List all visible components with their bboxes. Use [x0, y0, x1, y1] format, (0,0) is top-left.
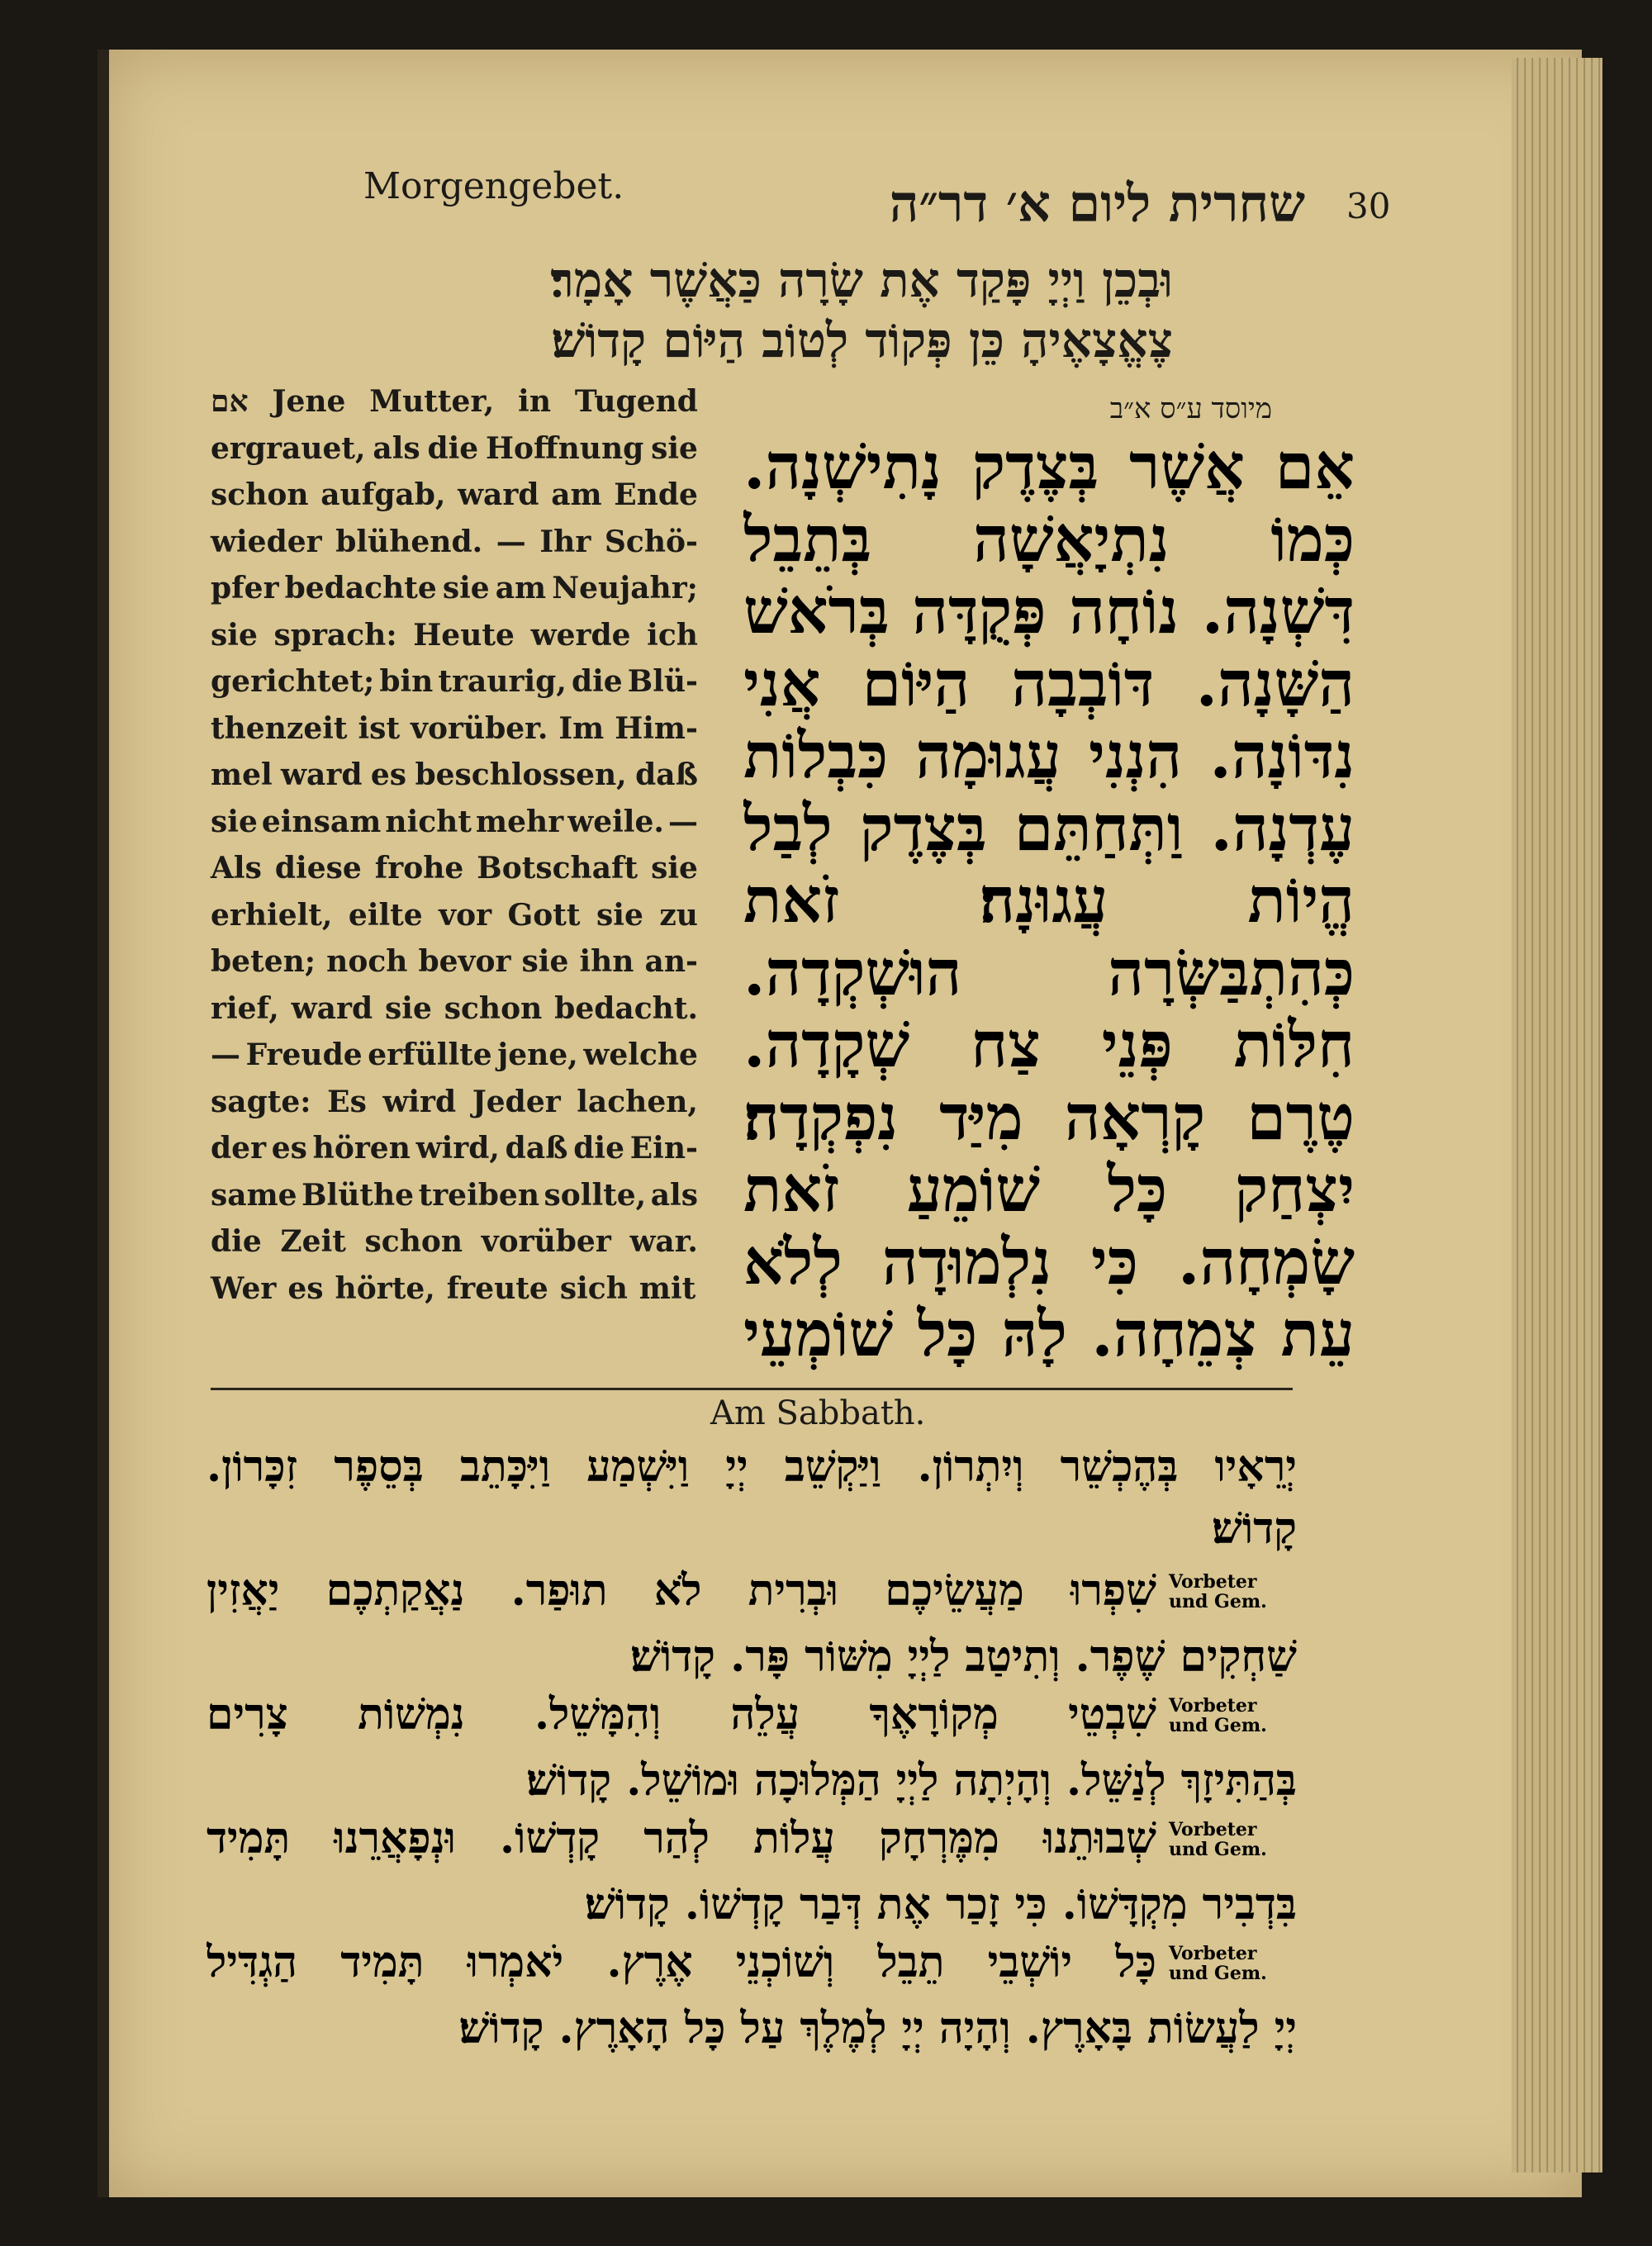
german-line: beten; noch bevor sie ihn an-: [211, 944, 698, 979]
lower-line: שְׁבוּתֵנוּ מִמֶּרְחָק עֲלוֹת לְהַר קָדְשׁוֹ. וּנְפָאֲרֵנוּ תָּמִיד: [206, 1813, 1156, 1864]
vorbeter-label: [1169, 1696, 1267, 1736]
german-line: אם Jene Mutter, in Tugend: [211, 384, 698, 419]
hebrew-line: חִלּוֹת פְּנֵי צַח שְׁקָדָה.: [743, 1008, 1355, 1081]
hebrew-line: עֵת צְמֵחָה. לָהּ כָּל שׁוֹמְעֵי: [743, 1297, 1355, 1370]
lower-line: בִּדְבִיר מִקְדָּשׁוֹ. כִּי זָכַר אֶת דְּבַר קָדְשׁוֹ. קָדוֹשׁ׃: [584, 1879, 1297, 1930]
vorbeter-label-line-1: Vorbeter: [1169, 1943, 1257, 1964]
opening-line-1: וּבְכֵן וַיְיָ פָּקַד אֶת שָׂרָה כַּאֲשֶׁר אָמָר׃: [550, 252, 1173, 308]
lower-line: שַׁחְקִים שֶׁפֶר. וְתִיטַב לַיְיָ מִשּׁוֹר פָּר. קָדוֹשׁ׃: [630, 1631, 1297, 1682]
vorbeter-label-line-1: Vorbeter: [1169, 1695, 1257, 1717]
vorbeter-label-line-1: Vorbeter: [1169, 1571, 1257, 1593]
vorbeter-label-line-2: und Gem.: [1169, 1963, 1267, 1984]
vorbeter-label: [1169, 1944, 1267, 1983]
german-line: sagte: Es wird Jeder lachen,: [211, 1084, 698, 1119]
running-header-left: Morgengebet.: [363, 165, 624, 207]
german-line: erhielt, eilte vor Gott sie zu: [211, 897, 698, 933]
running-header-right: שחרית ליום א׳ דר״ה: [889, 173, 1305, 234]
hebrew-line: הֱיוֹת עֲגוּנָה׃ זֹאת: [743, 863, 1355, 937]
lower-line: יְיָ לַעֲשׂוֹת בָּאָרֶץ. וְהָיָה יְיָ לְמֶלֶךְ עַל כָּל הָאָרֶץ. קָדוֹשׁ׃: [458, 2003, 1297, 2054]
german-line: pfer bedachte sie am Neujahr;: [211, 571, 698, 605]
german-line: die Zeit schon vorüber war.: [211, 1224, 698, 1259]
lower-line: קָדוֹשׁ׃: [1212, 1503, 1297, 1554]
german-line: sie einsam nicht mehr weile. —: [211, 804, 698, 839]
hebrew-line: עֶדְנָה. וַתְּחַתֵּם בְּצֶדֶק לְבַל: [743, 791, 1355, 865]
hebrew-line: אֵם אֲשֶׁר בְּצֶדֶק נָתִישְׁנָה.: [743, 430, 1355, 503]
german-line: mel ward es beschlossen, daß: [211, 757, 698, 792]
lower-line: כָּל יוֹשְׁבֵי תֵבֵל וְשׁוֹכְנֵי אֶרֶץ. יֹאמְרוּ תָּמִיד הַגְדִּיל: [206, 1937, 1156, 1987]
german-line: gerichtet; bin traurig, die Blü-: [211, 664, 698, 699]
german-line: wieder blühend. — Ihr Schö-: [211, 524, 698, 559]
german-line: der es hören wird, daß die Ein-: [211, 1131, 698, 1166]
hebrew-line: דִּשְׁנָה. נוֹחָה פְּקֻדָּה בְּרֹאשׁ: [743, 574, 1355, 648]
hebrew-line: טֶרֶם קָרְאָה מִיַּד נִפְקְדָה׃: [743, 1080, 1355, 1154]
german-line: Als diese frohe Botschaft sie: [211, 851, 698, 886]
lower-line: בְּהַתִּיזָךְ לְנַשֵּׁל. וְהָיְתָה לַיְיָ הַמְּלוּכָה וּמוֹשֵׁל. קָדוֹשׁ׃: [526, 1755, 1297, 1806]
lower-line: שִׁפְרוּ מַעֲשֵׂיכֶם וּבְרִית לֹא תוּפַר. נַאֲקַתְכֶם יַאֲזִין: [206, 1565, 1156, 1616]
lower-line: שִׁבְטֵי מְקוֹרָאֶךָ עֲלֵה וְהִמָּשֵׁל. נִמְשׁוֹת צָרִים: [206, 1689, 1156, 1740]
section-title: Am Sabbath.: [710, 1394, 926, 1432]
german-line: schon aufgab, ward am Ende: [211, 477, 698, 512]
vorbeter-label-line-1: Vorbeter: [1169, 1819, 1257, 1840]
hebrew-line: יִצְחַק כָּל שׁוֹמֵעַ זֹאת: [743, 1152, 1355, 1226]
acrostic-note: מיוסד ע״ס א״ב: [1109, 392, 1272, 425]
vorbeter-label-line-2: und Gem.: [1169, 1839, 1267, 1860]
section-rule: [211, 1388, 1293, 1390]
german-line: ergrauet, als die Hoffnung sie: [211, 430, 698, 466]
german-line: Wer es hörte, freute sich mit: [211, 1270, 696, 1306]
german-line: sie sprach: Heute werde ich: [211, 617, 698, 653]
german-line: rief, ward sie schon bedacht.: [211, 990, 698, 1026]
vorbeter-label: [1169, 1820, 1267, 1859]
hebrew-line: כְּמוֹ נִתְיָאֲשָׁה בְּתֵבֵל: [743, 501, 1355, 576]
hebrew-line: שָׂמְחָה. כִּי נִלְמוּדָה לְלֹא: [743, 1224, 1355, 1299]
german-line: — Freude erfüllte jene, welche: [211, 1038, 698, 1072]
hebrew-line: הַשָּׁנָה. דּוֹבְבָה הַיּוֹם אֲנִי: [743, 646, 1355, 720]
hebrew-line: כְּהִתְבַּשְּׂרָה הוּשְׁקְדָה.: [743, 935, 1355, 1009]
vorbeter-label-line-2: und Gem.: [1169, 1715, 1267, 1736]
vorbeter-label-line-2: und Gem.: [1169, 1591, 1267, 1612]
german-line: thenzeit ist vorüber. Im Him-: [211, 710, 698, 746]
gutter-fold: [97, 50, 109, 2197]
vorbeter-label: [1169, 1572, 1267, 1612]
page-edges: [1512, 58, 1602, 2172]
page-number: 30: [1346, 186, 1391, 226]
lower-line: יְרֵאָיו בְּהֶכְשֵׁר וְיִתְרוֹן. וַיַּקְשֵׁב יְיָ וַיִּשְׁמַע וַיִּכָּתֵב בְּסֵפֶר זִכָּרוֹן.: [206, 1441, 1297, 1492]
german-line: same Blüthe treiben sollte, als: [211, 1177, 698, 1213]
hebrew-line: נִדּוֹנָה. הִנְנִי עֲגוּמָה כִּבְלוֹת: [743, 719, 1355, 792]
opening-line-2: צֶאֱצָאֶיהָ כֵּן פְּקוֹד לְטוֹב הַיּוֹם קָדוֹשׁ׃: [551, 312, 1173, 368]
